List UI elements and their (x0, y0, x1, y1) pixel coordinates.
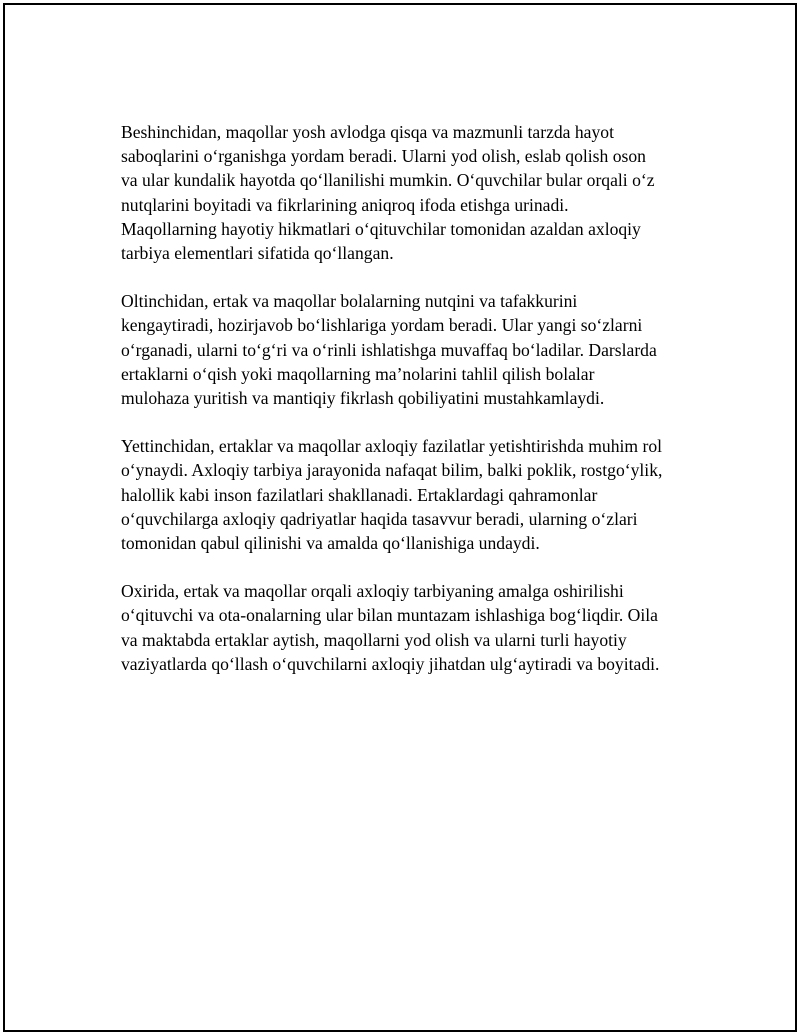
text-line: o‘quvchilarga axloqiy qadriyatlar haqida tasavvur beradi, ularning o‘zlari (121, 508, 638, 529)
paragraph-oxirida (121, 579, 696, 676)
text-line: nutqlarini boyitadi va fikrlarining aniqroq ifoda etishga urinadi. (121, 194, 569, 215)
text-line: o‘ynaydi. Axloqiy tarbiya jarayonida nafaqat bilim, balki poklik, rostgo‘ylik, (121, 460, 663, 481)
text-line: saboqlarini o‘rganishga yordam beradi. Ularni yod olish, eslab qolish oson (121, 146, 646, 167)
document-page (3, 3, 797, 1032)
text-line: Oxirida, ertak va maqollar orqali axloqiy tarbiyaning amalga oshirilishi (121, 581, 624, 602)
text-line: halollik kabi inson fazilatlari shakllanadi. Ertaklardagi qahramonlar (121, 484, 598, 505)
text-line: Oltinchidan, ertak va maqollar bolalarning nutqini va tafakkurini (121, 291, 578, 312)
text-line: kengaytiradi, hozirjavob bo‘lishlariga yordam beradi. Ular yangi so‘zlarni (121, 315, 643, 336)
text-line: va ular kundalik hayotda qo‘llanilishi mumkin. O‘quvchilar bular orqali o‘z (121, 170, 655, 191)
text-line: tomonidan qabul qilinishi va amalda qo‘llanishiga undaydi. (121, 533, 540, 554)
document-body (121, 120, 696, 700)
text-line: Yettinchidan, ertaklar va maqollar axloqiy fazilatlar yetishtirishda muhim rol (121, 436, 663, 457)
text-line: va maktabda ertaklar aytish, maqollarni yod olish va ularni turli hayotiy (121, 629, 627, 650)
paragraph-oltinchidan (121, 289, 696, 410)
text-line: Beshinchidan, maqollar yosh avlodga qisqa va mazmunli tarzda hayot (121, 122, 614, 142)
text-line: o‘qituvchi va ota-onalarning ular bilan muntazam ishlashiga bog‘liqdir. Oila (121, 605, 658, 626)
paragraph-beshinchidan (121, 120, 696, 265)
text-line: vaziyatlarda qo‘llash o‘quvchilarni axloqiy jihatdan ulg‘aytiradi va boyitadi. (121, 653, 660, 674)
text-line: mulohaza yuritish va mantiqiy fikrlash qobiliyatini mustahkamlaydi. (121, 388, 605, 409)
text-line: Maqollarning hayotiy hikmatlari o‘qituvchilar tomonidan azaldan axloqiy (121, 218, 641, 239)
paragraph-yettinchidan (121, 434, 696, 555)
text-line: ertaklarni o‘qish yoki maqollarning ma’nolarini tahlil qilish bolalar (121, 363, 595, 384)
text-line: tarbiya elementlari sifatida qo‘llangan. (121, 243, 394, 264)
text-line: o‘rganadi, ularni to‘g‘ri va o‘rinli ishlatishga muvaffaq bo‘ladilar. Darslarda (121, 339, 657, 360)
